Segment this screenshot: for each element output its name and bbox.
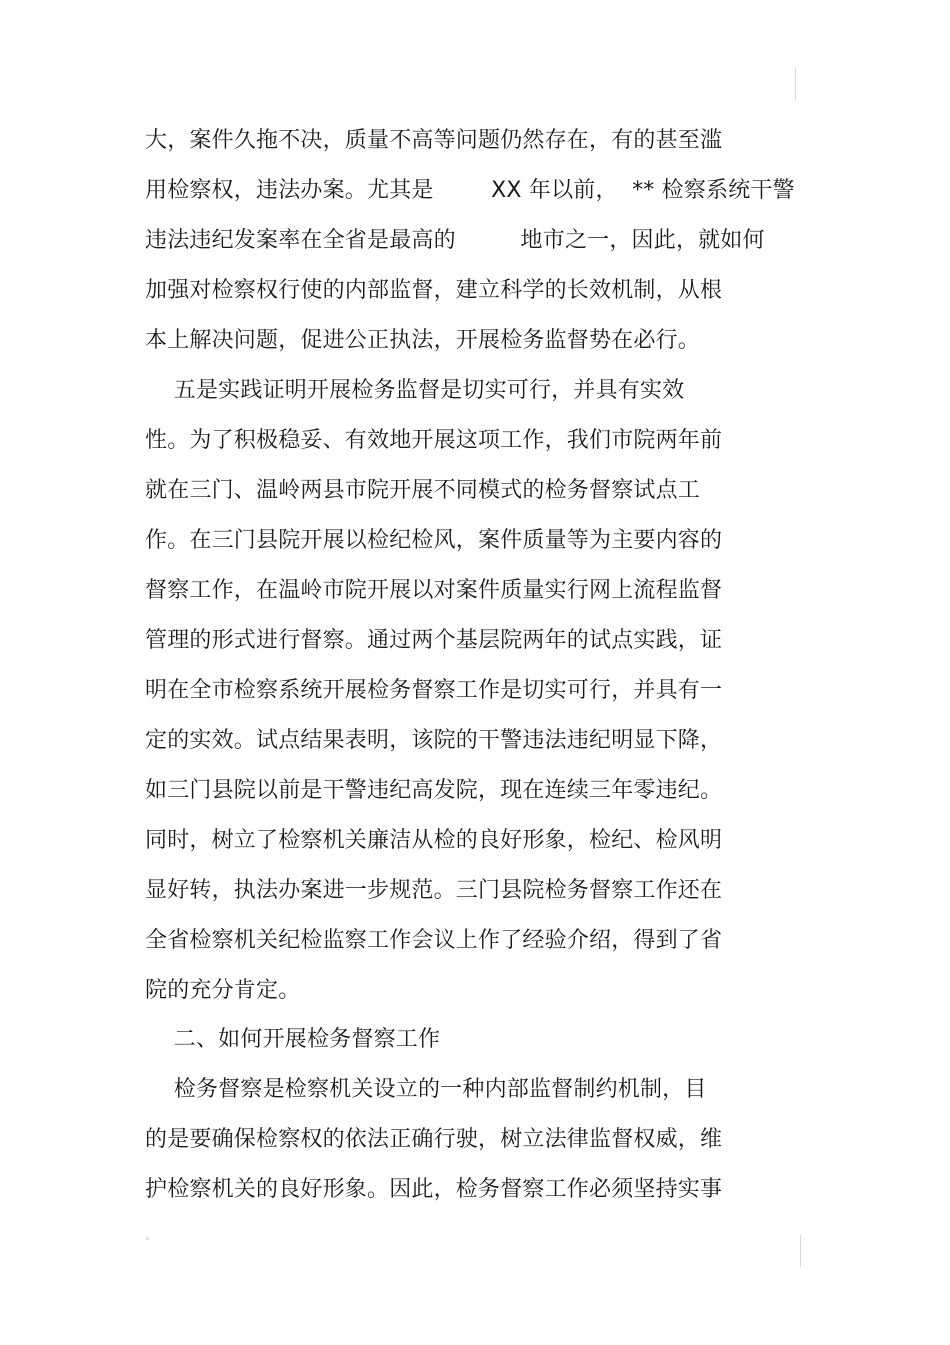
text-line-9: 作。在三门县院开展以检纪检风，案件质量等为主要内容的 <box>145 528 723 553</box>
section-heading: 二、如何开展检务督察工作 <box>145 1027 441 1052</box>
text-line-8: 就在三门、温岭两县市院开展不同模式的检务督察试点工 <box>145 478 701 503</box>
text-line-5: 本上解决问题，促进公正执法，开展检务监督势在必行。 <box>145 328 701 353</box>
text-line-6: 五是实践证明开展检务监督是切实可行，并具有实效 <box>145 378 685 403</box>
text-line-1: 大，案件久拖不决，质量不高等问题仍然存在，有的甚至滥 <box>145 128 723 153</box>
text-line-7: 性。为了积极稳妥、有效地开展这项工作，我们市院两年前 <box>145 428 723 453</box>
page-edge-mark-top <box>795 68 796 100</box>
page-edge-mark-bottom <box>800 1235 801 1267</box>
text-line-15: 同时，树立了检察机关廉洁从检的良好形象，检纪、检风明 <box>145 828 723 853</box>
text-line-12: 明在全市检察系统开展检务督察工作是切实可行，并具有一 <box>145 678 723 703</box>
text-line-16: 显好转，执法办案进一步规范。三门县院检务督察工作还在 <box>145 878 723 903</box>
text-line-2: 用检察权，违法办案。尤其是 XX 年以前， ** 检察系统干警 <box>145 178 795 203</box>
text-line-13: 定的实效。试点结果表明，该院的干警违法违纪明显下降， <box>145 728 723 753</box>
text-line-4: 加强对检察权行使的内部监督，建立科学的长效机制，从根 <box>145 278 723 303</box>
text-line-10: 督察工作，在温岭市院开展以对案件质量实行网上流程监督 <box>145 578 723 603</box>
text-line-3: 违法违纪发案率在全省是最高的 地市之一，因此，就如何 <box>145 228 765 253</box>
text-line-21: 的是要确保检察权的依法正确行驶，树立法律监督权威，维 <box>145 1127 723 1152</box>
text-line-22: 护检察机关的良好形象。因此，检务督察工作必须坚持实事 <box>145 1177 723 1202</box>
text-line-14: 如三门县院以前是干警违纪高发院，现在连续三年零违纪。 <box>145 778 723 803</box>
text-line-18: 院的充分肯定。 <box>145 978 301 1003</box>
scan-speck <box>146 1237 149 1240</box>
text-line-11: 管理的形式进行督察。通过两个基层院两年的试点实践，证 <box>145 628 723 653</box>
text-line-17: 全省检察机关纪检监察工作会议上作了经验介绍，得到了省 <box>145 928 723 953</box>
text-line-20: 检务督察是检察机关设立的一种内部监督制约机制，目 <box>145 1077 707 1102</box>
